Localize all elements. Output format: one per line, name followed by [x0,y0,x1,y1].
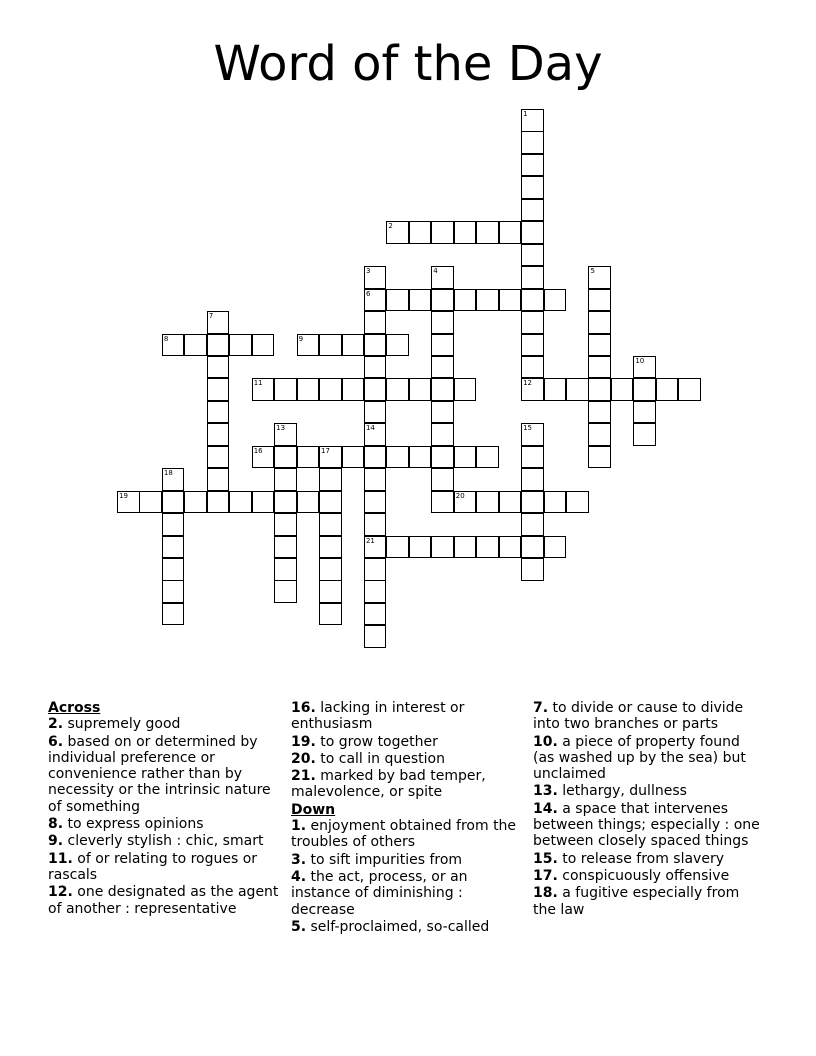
clue-text: based on or determined by individual preference or convenience rather than by necessity or the intrinsic nature of something [48,733,271,815]
clue-item [533,783,765,799]
grid-cell[interactable] [454,378,477,401]
clue-item [291,919,521,935]
cell-number: 17 [321,446,330,455]
clue-number: 15. [533,850,558,867]
cell-number: 15 [523,424,533,433]
grid-cell[interactable] [364,491,387,514]
grid-cell[interactable] [521,558,544,581]
clues-column-1 [48,700,284,918]
clue-item [291,734,521,750]
grid-cell[interactable] [252,334,275,357]
grid-cell[interactable] [252,378,275,401]
clue-number: 4. [291,868,307,885]
grid-cell[interactable] [588,266,611,289]
grid-cell[interactable] [319,580,342,603]
clue-item [48,851,284,884]
grid-cell[interactable] [139,491,162,514]
cell-number: 5 [590,267,595,276]
grid-cell[interactable] [162,603,185,626]
grid-cell[interactable] [521,221,544,244]
clue-text: the act, process, or an instance of diminishing : decrease [291,868,468,918]
grid-cell[interactable] [431,378,454,401]
clue-number: 12. [48,884,73,901]
cell-number: 4 [433,267,438,276]
grid-cell[interactable] [364,334,387,357]
grid-cell[interactable] [274,580,297,603]
grid-cell[interactable] [207,356,230,379]
grid-cell[interactable] [184,491,207,514]
clue-text: marked by bad temper, malevolence, or spite [291,768,486,801]
clues-column-3 [533,700,765,919]
down-clue-list-continued [533,700,765,918]
grid-cell[interactable] [588,289,611,312]
cell-number: 18 [163,469,173,478]
grid-cell[interactable] [229,491,252,514]
grid-cell[interactable] [633,423,656,446]
grid-cell[interactable] [364,603,387,626]
grid-cell[interactable] [544,378,567,401]
grid-cell[interactable] [431,446,454,469]
grid-cell[interactable] [431,356,454,379]
grid-cell[interactable] [521,378,544,401]
grid-cell[interactable] [364,625,387,648]
grid-cell[interactable] [386,378,409,401]
clue-item [533,885,765,918]
grid-cell[interactable] [431,221,454,244]
clue-item [291,751,521,767]
grid-cell[interactable] [544,491,567,514]
grid-cell[interactable] [207,468,230,491]
grid-cell[interactable] [521,176,544,199]
grid-cell[interactable] [431,491,454,514]
grid-cell[interactable] [476,536,499,559]
grid-cell[interactable] [274,423,297,446]
grid-cell[interactable] [431,401,454,424]
cell-number: 8 [163,334,169,343]
clue-text: a space that intervenes between things; especially : one between closely spaced things [533,800,760,850]
clue-number: 16. [291,700,316,716]
clue-number: 20. [291,750,316,767]
grid-cell[interactable] [364,423,387,446]
grid-cell[interactable] [274,536,297,559]
grid-cell[interactable] [162,334,185,357]
grid-cell[interactable] [409,536,432,559]
clue-text: to divide or cause to divide into two branches or parts [533,700,744,733]
clue-item [291,852,521,868]
grid-cell[interactable] [588,356,611,379]
clue-text: to express opinions [63,816,204,833]
grid-cell[interactable] [386,446,409,469]
clue-item [533,851,765,867]
grid-cell[interactable] [162,491,185,514]
grid-cell[interactable] [431,536,454,559]
clue-number: 6. [48,733,64,750]
grid-cell[interactable] [364,446,387,469]
clue-number: 10. [533,733,558,750]
clue-item [533,734,765,783]
clue-text: self-proclaimed, so-called [306,918,490,935]
clue-number: 2. [48,716,64,733]
grid-cell[interactable] [274,491,297,514]
clue-number: 18. [533,885,558,902]
cell-number: 6 [365,289,371,298]
grid-cell[interactable] [544,289,567,312]
grid-cell[interactable] [319,378,342,401]
down-header: Down [291,801,336,818]
clue-number: 3. [291,851,307,868]
grid-cell[interactable] [409,289,432,312]
grid-cell[interactable] [521,244,544,267]
grid-cell[interactable] [319,536,342,559]
across-clue-list-continued [291,700,521,801]
grid-cell[interactable] [252,446,275,469]
down-clue-list [291,818,521,935]
grid-cell[interactable] [476,289,499,312]
grid-cell[interactable] [454,536,477,559]
grid-cell[interactable] [431,289,454,312]
grid-cell[interactable] [633,356,656,379]
clue-item [48,816,284,832]
grid-cell[interactable] [207,491,230,514]
puzzle-title: Word of the Day [213,36,603,92]
grid-cell[interactable] [633,401,656,424]
clue-number: 14. [533,800,558,817]
grid-cell[interactable] [297,446,320,469]
clue-number: 1. [291,818,307,835]
grid-cell[interactable] [409,221,432,244]
clue-item [291,700,521,733]
clue-number: 11. [48,850,73,867]
grid-cell[interactable] [521,446,544,469]
grid-cell[interactable] [521,491,544,514]
clue-item [291,818,521,851]
grid-cell[interactable] [633,378,656,401]
grid-cell[interactable] [431,266,454,289]
cell-number: 10 [635,356,645,365]
grid-cell[interactable] [454,491,477,514]
across-header: Across [48,700,101,716]
clue-text: one designated as the agent of another : representative [48,884,279,917]
grid-cell[interactable] [476,491,499,514]
clue-number: 9. [48,833,64,850]
grid-cell[interactable] [544,536,567,559]
grid-cell[interactable] [162,513,185,536]
grid-cell[interactable] [521,109,544,132]
cell-number: 19 [119,491,128,500]
cell-number: 11 [253,379,263,388]
grid-cell[interactable] [588,401,611,424]
grid-cell[interactable] [162,558,185,581]
grid-cell[interactable] [521,131,544,154]
grid-cell[interactable] [319,558,342,581]
grid-cell[interactable] [117,491,140,514]
grid-cell[interactable] [364,580,387,603]
grid-cell[interactable] [499,289,522,312]
grid-cell[interactable] [521,468,544,491]
grid-cell[interactable] [521,199,544,222]
grid-cell[interactable] [162,580,185,603]
grid-cell[interactable] [386,221,409,244]
cell-number: 14 [365,424,375,433]
clue-number: 21. [291,768,316,785]
grid-cell[interactable] [364,311,387,334]
clue-text: a fugitive especially from the law [533,885,740,918]
grid-cell[interactable] [499,221,522,244]
grid-cell[interactable] [409,378,432,401]
grid-cell[interactable] [297,334,320,357]
clue-item [291,869,521,918]
cell-number: 9 [298,334,304,343]
clue-item [533,801,765,850]
cell-number: 1 [523,110,528,118]
grid-cell[interactable] [611,378,634,401]
grid-cell[interactable] [476,446,499,469]
clue-item [533,700,765,733]
grid-cell[interactable] [386,334,409,357]
grid-cell[interactable] [319,491,342,514]
grid-cell[interactable] [297,491,320,514]
grid-cell[interactable] [184,334,207,357]
grid-cell[interactable] [588,446,611,469]
clue-number: 19. [291,733,316,750]
grid-cell[interactable] [342,446,365,469]
grid-cell[interactable] [521,334,544,357]
cell-number: 2 [388,222,393,231]
clue-item [48,884,284,917]
grid-cell[interactable] [386,536,409,559]
grid-cell[interactable] [588,334,611,357]
grid-cell[interactable] [431,311,454,334]
grid-cell[interactable] [364,401,387,424]
grid-cell[interactable] [454,289,477,312]
grid-cell[interactable] [521,536,544,559]
cell-number: 3 [365,267,371,276]
clue-item [533,868,765,884]
grid-cell[interactable] [409,446,432,469]
clue-text: of or relating to rogues or rascals [48,850,258,883]
grid-cell[interactable] [162,468,185,491]
grid-cell[interactable] [521,311,544,334]
grid-cell[interactable] [342,378,365,401]
grid-cell[interactable] [207,423,230,446]
grid-cell[interactable] [476,221,499,244]
clues-column-2 [291,700,521,936]
grid-cell[interactable] [431,334,454,357]
clue-text: lethargy, dullness [557,783,687,800]
grid-cell[interactable] [364,536,387,559]
grid-cell[interactable] [521,289,544,312]
grid-cell[interactable] [319,603,342,626]
grid-cell[interactable] [319,468,342,491]
grid-cell[interactable] [521,513,544,536]
grid-cell[interactable] [364,356,387,379]
clue-text: to sift impurities from [306,851,463,868]
grid-cell[interactable] [207,401,230,424]
clue-text: to grow together [315,733,438,750]
clue-item [48,716,284,732]
grid-cell[interactable] [454,221,477,244]
grid-cell[interactable] [588,423,611,446]
clue-number: 13. [533,783,558,800]
grid-cell[interactable] [364,378,387,401]
grid-cell[interactable] [364,289,387,312]
grid-cell[interactable] [229,334,252,357]
grid-cell[interactable] [386,289,409,312]
cell-number: 13 [276,424,286,433]
clue-item [291,768,521,801]
grid-cell[interactable] [207,311,230,334]
clue-text: supremely good [63,716,181,733]
clue-item [48,734,284,815]
grid-cell[interactable] [252,491,275,514]
cell-number: 7 [208,312,214,321]
clue-text: enjoyment obtained from the troubles of others [291,818,517,851]
clue-text: to call in question [315,750,445,767]
grid-cell[interactable] [521,356,544,379]
clue-number: 5. [291,918,307,935]
grid-cell[interactable] [274,558,297,581]
grid-cell[interactable] [207,378,230,401]
grid-cell[interactable] [342,334,365,357]
grid-cell[interactable] [274,378,297,401]
grid-cell[interactable] [588,311,611,334]
grid-cell[interactable] [656,378,679,401]
grid-cell[interactable] [207,334,230,357]
cell-number: 12 [523,379,533,388]
clue-text: cleverly stylish : chic, smart [63,833,264,850]
grid-cell[interactable] [499,491,522,514]
cell-number: 16 [253,446,263,455]
grid-cell[interactable] [521,423,544,446]
grid-cell[interactable] [499,536,522,559]
clue-text: conspicuously offensive [557,867,730,884]
grid-cell[interactable] [162,536,185,559]
clue-text: a piece of property found (as washed up by the sea) but unclaimed [533,733,746,783]
grid-cell[interactable] [566,378,589,401]
clue-text: lacking in interest or enthusiasm [291,700,465,733]
clue-item [48,833,284,849]
clue-text: to release from slavery [557,850,725,867]
grid-cell[interactable] [364,558,387,581]
grid-cell[interactable] [274,468,297,491]
grid-cell[interactable] [678,378,701,401]
grid-cell[interactable] [521,154,544,177]
grid-cell[interactable] [364,266,387,289]
grid-cell[interactable] [588,378,611,401]
grid-cell[interactable] [566,491,589,514]
grid-cell[interactable] [431,423,454,446]
grid-cell[interactable] [297,378,320,401]
grid-cell[interactable] [319,513,342,536]
cell-number: 21 [365,536,375,545]
clue-number: 8. [48,816,64,833]
grid-cell[interactable] [521,266,544,289]
across-clue-list [48,716,284,917]
grid-cell[interactable] [364,513,387,536]
grid-cell[interactable] [431,468,454,491]
clue-number: 17. [533,867,558,884]
grid-cell[interactable] [454,446,477,469]
grid-cell[interactable] [364,468,387,491]
grid-cell[interactable] [319,446,342,469]
cell-number: 20 [455,491,465,500]
grid-cell[interactable] [207,446,230,469]
grid-cell[interactable] [274,513,297,536]
grid-cell[interactable] [319,334,342,357]
grid-cell[interactable] [274,446,297,469]
clue-number: 7. [533,700,549,716]
